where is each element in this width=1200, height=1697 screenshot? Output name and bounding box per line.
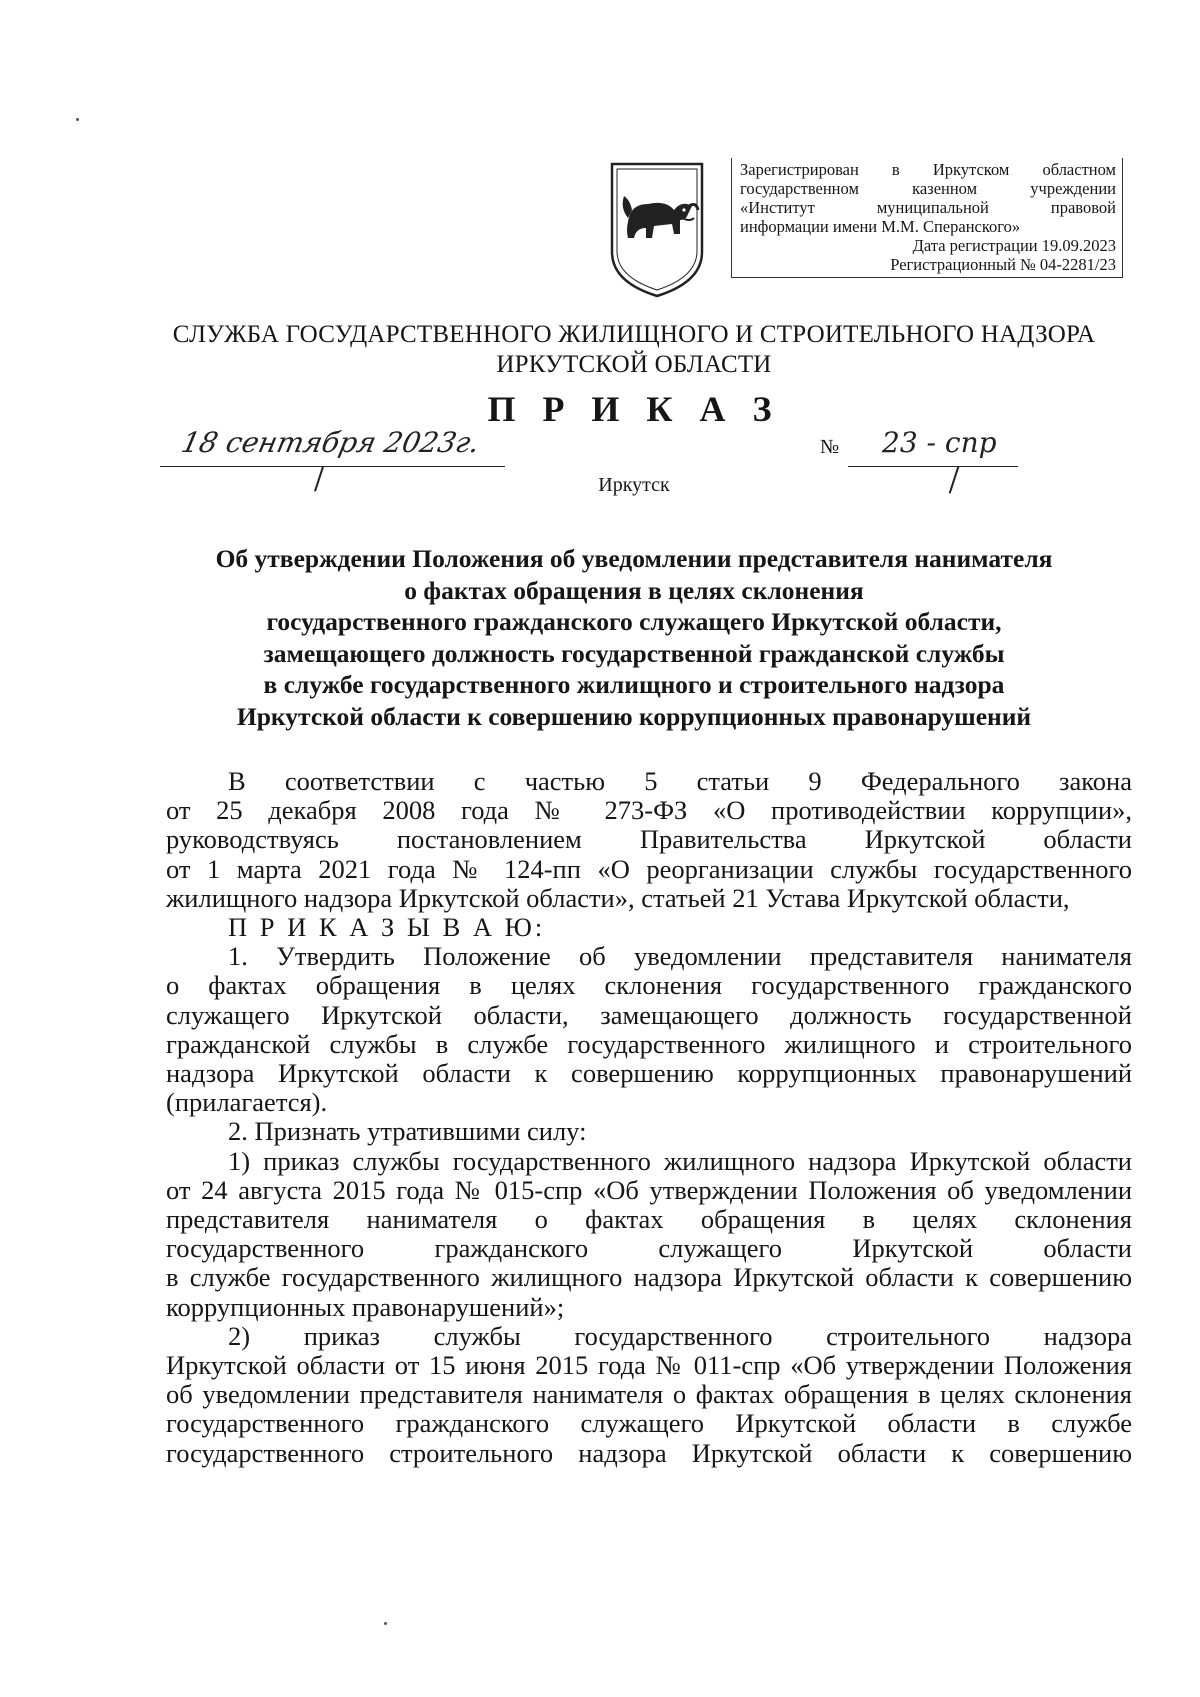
order-word [166, 913, 1132, 942]
number-field [848, 428, 1018, 467]
document-type-heading: П Р И К А З [487, 389, 781, 429]
text-line: жилищного надзора Иркутской области», статьей 21 Устава Иркутской области, [166, 882, 1070, 913]
date-field [160, 428, 505, 467]
stamp-line: государственном казенном учреждении [740, 179, 1116, 198]
text-line: в службе государственного жилищного надзора Иркутской области к совершению [166, 1262, 1132, 1293]
title-line: в службе государственного жилищного и строительного надзора [263, 670, 1005, 699]
text-line: государственного гражданского служащего Иркутской области [166, 1233, 1132, 1264]
text-line: от 1 марта 2021 года № 124-пп «О реорганизации службы государственного [166, 853, 1132, 884]
text-line: (прилагается). [166, 1087, 328, 1118]
text-line: 2) приказ службы государственного строительного надзора [228, 1320, 1132, 1351]
text-line: коррупционных правонарушений»; [166, 1291, 565, 1322]
scan-speck [76, 118, 79, 121]
title-line: государственного гражданского служащего Иркутской области, [266, 607, 1002, 636]
stamp-line: информации имени М.М. Сперанского» [740, 217, 1021, 236]
item-2-paragraph [166, 1117, 1132, 1146]
title-line: замещающего должность государственной гражданской службы [263, 638, 1005, 668]
stamp-registration-number: Регистрационный № 04-2281/23 [890, 255, 1116, 274]
scan-speck [384, 1622, 387, 1625]
text-line: В соответствии с частью 5 статьи 9 Федерального закона [228, 766, 1132, 796]
title-line: Об утверждении Положения об уведомлении представителя нанимателя [215, 544, 1053, 573]
text-line: 1) приказ службы государственного жилищного надзора Иркутской области [228, 1145, 1132, 1176]
text-line: служащего Иркутской области, замещающего должность государственной [166, 999, 1132, 1030]
document-title [150, 543, 1118, 732]
text-line: руководствуясь постановлением Правительства Иркутской области [166, 824, 1132, 855]
text-line: от 25 декабря 2008 года № 273-ФЗ «О противодействии коррупции», [166, 795, 1132, 826]
number-label: № [820, 436, 840, 458]
text-line: П Р И К А З Ы В А Ю: [228, 912, 546, 943]
text-line: Иркутской области от 15 июня 2015 года № 011-спр «Об утверждении Положения [166, 1350, 1132, 1381]
title-line: Иркутской области к совершению коррупционных правонарушений [236, 701, 1032, 731]
preamble-paragraph [166, 767, 1132, 913]
organization-line: СЛУЖБА ГОСУДАРСТВЕННОГО ЖИЛИЩНОГО И СТРОИТЕЛЬНОГО НАДЗОРА [172, 321, 1096, 348]
text-line: государственного строительного надзора Иркутской области к совершению [166, 1437, 1132, 1468]
stamp-line: Зарегистрирован в Иркутском областном [740, 160, 1116, 179]
document-body [166, 767, 1132, 1468]
stamp-line: «Институт муниципальной правовой [740, 198, 1116, 217]
text-line: о фактах обращения в целях склонения государственного гражданского [166, 970, 1132, 1001]
organization-line: ИРКУТСКОЙ ОБЛАСТИ [496, 351, 772, 378]
coat-of-arms-emblem [608, 160, 706, 300]
handwritten-number: 23 - спр [882, 426, 997, 459]
stamp-registration-date: Дата регистрации 19.09.2023 [912, 236, 1116, 255]
city-name: Иркутск [598, 474, 670, 496]
text-line: представителя нанимателя о фактах обращения в целях склонения [166, 1204, 1132, 1235]
handwritten-date: 18 сентября 2023г. [178, 426, 483, 459]
title-line: о фактах обращения в целях склонения [404, 575, 864, 605]
subitem-2-paragraph [166, 1322, 1132, 1468]
subitem-1-paragraph [166, 1147, 1132, 1322]
text-line: от 24 августа 2015 года № 015-спр «Об утверждении Положения об уведомлении [166, 1174, 1132, 1205]
organization-name [150, 320, 1118, 380]
text-line: государственного гражданского служащего Иркутской области в службе [166, 1408, 1132, 1439]
registration-stamp [731, 158, 1123, 278]
text-line: об уведомлении представителя нанимателя о фактах обращения в целях склонения [166, 1379, 1132, 1410]
text-line: надзора Иркутской области к совершению коррупционных правонарушений [166, 1058, 1132, 1089]
item-1-paragraph [166, 942, 1132, 1117]
text-line: гражданской службы в службе государственного жилищного и строительного [166, 1028, 1132, 1059]
text-line: 2. Признать утратившими силу: [228, 1116, 587, 1147]
text-line: 1. Утвердить Положение об уведомлении представителя нанимателя [228, 941, 1132, 972]
